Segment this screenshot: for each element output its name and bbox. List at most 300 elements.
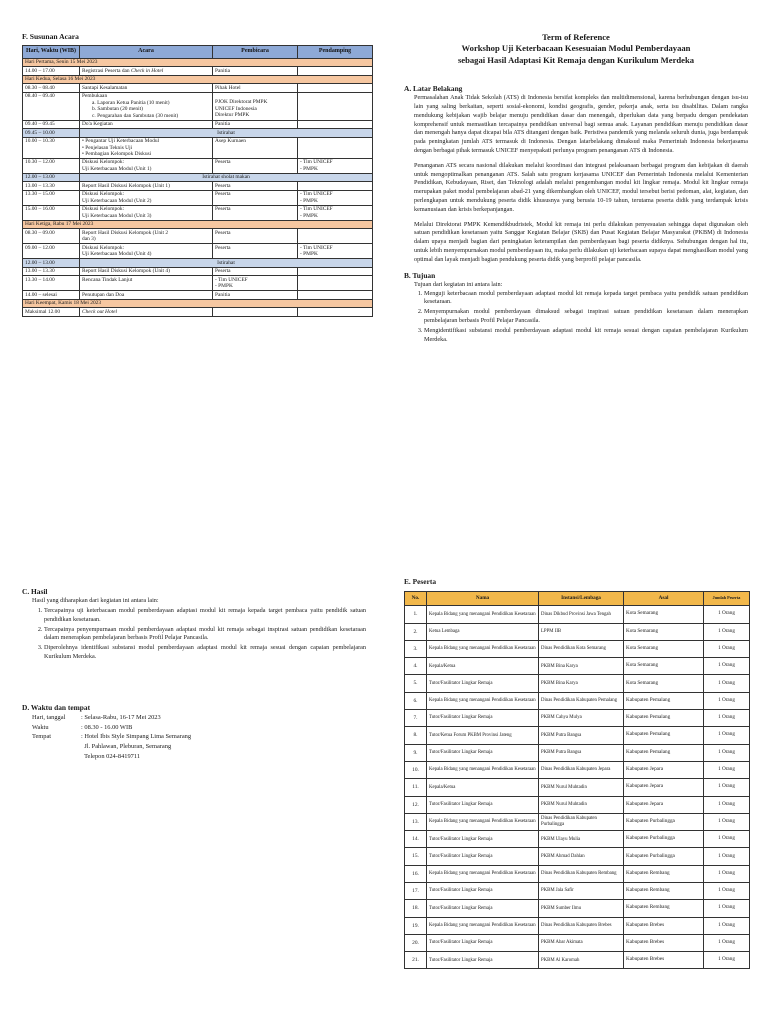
hasil-intro: Hasil yang diharapkan dari kegiatan ini antara lain:	[32, 597, 159, 605]
peserta-row	[405, 831, 750, 848]
peserta-no: 5.	[405, 675, 427, 692]
peserta-instansi: PKBM Putra Bangsa	[539, 744, 624, 761]
peserta-asal: Kabupaten Brebes	[624, 934, 704, 951]
schedule-row	[23, 182, 373, 190]
peserta-row	[405, 761, 750, 778]
schedule-acara	[80, 276, 213, 291]
peserta-nama: Kepala Bidang yang menangani Pendidikan Kesetaraan	[427, 813, 539, 830]
peserta-no: 8.	[405, 727, 427, 744]
peserta-jumlah: 1 Orang	[704, 848, 750, 865]
pembicara-text: Peserta	[215, 229, 231, 236]
schedule-time: 10.00 – 10.30	[23, 137, 80, 158]
peserta-header-jumlah: Jumlah Peserta	[704, 592, 750, 606]
peserta-instansi: Dinas Pendidikan Kabupaten Purbalingga	[539, 813, 624, 830]
schedule-time: 15.00 – 16.00	[23, 205, 80, 220]
schedule-row	[23, 75, 373, 83]
schedule-row	[23, 259, 373, 267]
peserta-asal: Kabupaten Pemalang	[624, 727, 704, 744]
pendamping-item: - PMPK	[300, 166, 370, 172]
peserta-no: 17.	[405, 883, 427, 900]
acara-italic-text: Check out Hotel	[82, 308, 118, 315]
hasil-item: 3. Diperolehnya identifikasi substansi modul pemberdayaan adaptasi modul kit remaja sesuai dengan capaian pembelajaran Kurikulum Merdeka.	[44, 644, 366, 662]
peserta-nama: Tutor/Fasilitator Lingkar Remaja	[427, 900, 539, 917]
peserta-header-asal: Asal	[624, 592, 704, 606]
peserta-asal: Kabupaten Rembang	[624, 883, 704, 900]
peserta-nama: Kepala Bidang yang menangani Pendidikan Kesetaraan	[427, 761, 539, 778]
schedule-pembicara	[213, 137, 298, 158]
peserta-no: 1.	[405, 606, 427, 623]
latar-paragraph-3: Melalui Direktorat PMPK Kemendikbudristek, Modul kit remaja ini perlu dilakukan penyesuaian sehingga dapat digunakan oleh satuan pendidikan kesetaraan yaitu Sanggar Kegiatan Belajar (SKB) dan Pusat Kegiatan Belajar Masyarakat (PKBM) di Indonesia dalam upaya menjadi bagian dari peningkatan keterampilan dan pemberdayaan bagi peserta didiknya. Sehubungan dengan hal itu, untuk lebih menyempurnakan modul pemberdayaan itu, maka perlu dilakukan uji keterbacaan supaya dapat menghasilkan modul yang optimal dan layak menjadi bagian pendukung peserta didik yang berprofil pelajar pancasila.	[414, 220, 748, 263]
acara-line: Diskusi Kelompok:	[82, 206, 125, 213]
schedule-pembicara	[213, 229, 298, 244]
detail-value: Jl. Pahlawan, Pleburan, Semarang	[81, 743, 172, 751]
waktu-tempat-details	[22, 713, 366, 761]
susunan-acara-section	[22, 32, 372, 317]
tujuan-list	[404, 290, 748, 345]
schedule-pendamping	[298, 291, 373, 299]
peserta-title: E. Peserta	[404, 577, 437, 586]
schedule-header-pembicara: Pembicara	[213, 46, 298, 58]
peserta-no: 15.	[405, 848, 427, 865]
peserta-row	[405, 727, 750, 744]
schedule-time: 13.00 – 13.30	[23, 182, 80, 190]
tujuan-item: 3. Mengidentifikasi substansi modul pemberdayaan adaptasi modul kit remaja sesuai dengan capaian pembelajaran Kurikulum Merdeka.	[424, 327, 748, 345]
schedule-row	[23, 58, 373, 66]
peserta-nama: Tutor/Ketua Forum PKBM Provinsi Jateng	[427, 727, 539, 744]
peserta-asal: Kabupaten Pemalang	[624, 744, 704, 761]
peserta-asal: Kota Semarang	[624, 623, 704, 640]
detail-row	[32, 713, 366, 723]
peserta-no: 6.	[405, 692, 427, 709]
acara-subitem: c. Pengarahan dan Sambutan (30 menit)	[92, 112, 179, 119]
pendamping-list	[300, 245, 370, 258]
schedule-row	[23, 299, 373, 307]
peserta-no: 4.	[405, 658, 427, 675]
tor-subtitle-1: Workshop Uji Keterbacaan Kesesuaian Modul Pemberdayaan	[461, 43, 691, 54]
schedule-acara	[80, 291, 213, 299]
peserta-asal: Kota Semarang	[624, 606, 704, 623]
peserta-instansi: Dinas Pendidikan Kota Semarang	[539, 640, 624, 657]
detail-key	[32, 742, 81, 752]
peserta-header-nama: Nama	[427, 592, 539, 606]
peserta-row	[405, 883, 750, 900]
pembicara-item: - PMPK	[215, 283, 295, 289]
peserta-nama: Tutor/Fasilitator Lingkar Remaja	[427, 675, 539, 692]
schedule-time: 09.00 – 12.00	[23, 244, 80, 259]
schedule-pendamping	[298, 84, 373, 92]
schedule-time: 14.00 – 17.00	[23, 67, 80, 75]
schedule-time: 08.40 – 09.40	[23, 92, 80, 120]
peserta-nama: Ketua Lembaga	[427, 623, 539, 640]
peserta-instansi: PKBM Jala Safir	[539, 883, 624, 900]
schedule-pendamping	[298, 120, 373, 128]
schedule-acara	[80, 244, 213, 259]
schedule-body	[23, 58, 373, 316]
schedule-pembicara	[213, 291, 298, 299]
peserta-asal: Kabupaten Purbalingga	[624, 848, 704, 865]
tujuan-intro: Tujuan dari kegiatan ini antara lain:	[414, 280, 503, 288]
peserta-header-row	[405, 592, 750, 606]
peserta-jumlah: 1 Orang	[704, 779, 750, 796]
schedule-pendamping	[298, 276, 373, 291]
acara-line: • Pembagian Kelompok Diskusi	[82, 150, 152, 157]
detail-row	[32, 752, 366, 762]
acara-line: Report Hasil Diskusi Kelompok (Unit 2	[82, 229, 169, 236]
peserta-jumlah: 1 Orang	[704, 675, 750, 692]
peserta-instansi: PKBM Nurul Muhtadin	[539, 779, 624, 796]
peserta-row	[405, 813, 750, 830]
schedule-pembicara	[213, 190, 298, 205]
schedule-row	[23, 129, 373, 137]
tujuan-section	[404, 271, 748, 345]
schedule-row	[23, 92, 373, 120]
pembicara-text: Peserta	[215, 244, 231, 251]
pendamping-item: - Tim UNICEF	[300, 159, 370, 165]
waktu-tempat-title: D. Waktu dan tempat	[22, 703, 91, 712]
pendamping-item: - PMPK	[300, 198, 370, 204]
schedule-time: 08.30 – 08.40	[23, 84, 80, 92]
schedule-header-time: Hari, Waktu (WIB)	[23, 46, 80, 58]
schedule-time: 12.00 – 13.00	[23, 173, 80, 181]
detail-value: Telepon 024-8419711	[81, 752, 141, 760]
peserta-instansi: LPPM IIB	[539, 623, 624, 640]
schedule-row	[23, 120, 373, 128]
peserta-nama: Kepala Bidang yang menangani Pendidikan Kesetaraan	[427, 640, 539, 657]
peserta-instansi: Dinas Pendidikan Kabupaten Rembang	[539, 865, 624, 882]
peserta-instansi: PKBM Sumber Ilmu	[539, 900, 624, 917]
peserta-asal: Kabupaten Purbalingga	[624, 813, 704, 830]
peserta-asal: Kabupaten Pemalang	[624, 710, 704, 727]
schedule-pembicara	[213, 205, 298, 220]
pembicara-item: UNICEF Indonesia	[215, 105, 257, 112]
peserta-instansi: PKBM Al Karomah	[539, 952, 624, 969]
peserta-nama: Kepala Bidang yang menangani Pendidikan Kesetaraan	[427, 917, 539, 934]
schedule-pembicara	[213, 308, 298, 316]
term-of-reference	[404, 32, 748, 345]
acara-text: Registrasi Peserta dan	[82, 67, 131, 74]
pembicara-text: Panitia	[215, 67, 230, 74]
tor-subtitle-2: sebagai Hasil Adaptasi Kit Remaja dengan Kurikulum Merdeka	[457, 54, 695, 65]
latar-belakang-section	[404, 84, 748, 265]
schedule-break: Istirahat	[80, 259, 373, 267]
schedule-header-acara: Acara	[80, 46, 213, 58]
schedule-pembicara	[213, 158, 298, 173]
schedule-row	[23, 291, 373, 299]
peserta-nama: Tutor/Fasilitator Lingkar Remaja	[427, 796, 539, 813]
schedule-day-heading: Hari Ketiga, Rabu 17 Mei 2023	[23, 220, 373, 228]
acara-italic-text: Check in Hotel	[130, 67, 164, 74]
acara-text: Penutupan dan Doa	[82, 291, 125, 298]
detail-value: : 08.30 - 16.00 WIB	[81, 723, 133, 731]
detail-row	[32, 723, 366, 733]
peserta-jumlah: 1 Orang	[704, 744, 750, 761]
pendamping-list	[300, 206, 370, 219]
peserta-asal: Kabupaten Rembang	[624, 900, 704, 917]
peserta-section	[404, 577, 749, 969]
peserta-jumlah: 1 Orang	[704, 831, 750, 848]
acara-line: • Penjelasan Teknis Uji	[82, 144, 133, 151]
peserta-jumlah: 1 Orang	[704, 692, 750, 709]
peserta-asal: Kabupaten Brebes	[624, 952, 704, 969]
schedule-acara	[80, 92, 213, 120]
peserta-row	[405, 779, 750, 796]
tujuan-item: 1. Menguji keterbacaan modul pemberdayaan adaptasi modul kit remaja kepada target pembaca yaitu pendidik satuan pendidikan kesetaraan.	[424, 290, 748, 308]
peserta-row	[405, 917, 750, 934]
detail-key: Tempat	[32, 733, 52, 741]
peserta-nama: Tutor/Fasilitator Lingkar Remaja	[427, 831, 539, 848]
hasil-item: 1. Tercapainya uji keterbacaan modul pemberdayaan adaptasi modul kit remaja kepada target pembaca yaitu pendidik satuan pendidikan kesetaraan.	[44, 607, 366, 625]
pembicara-item: - Tim UNICEF	[215, 277, 295, 283]
susunan-acara-title: F. Susunan Acara	[22, 32, 79, 41]
schedule-row	[23, 84, 373, 92]
schedule-pendamping	[298, 92, 373, 120]
pembicara-text: Peserta	[215, 268, 231, 275]
detail-value: : Selasa-Rabu, 16-17 Mei 2023	[81, 714, 161, 722]
schedule-pembicara	[213, 92, 298, 120]
schedule-header-row	[23, 46, 373, 58]
peserta-jumlah: 1 Orang	[704, 623, 750, 640]
schedule-pendamping	[298, 308, 373, 316]
acara-text: Report Hasil Diskusi Kelompok (Unit 1)	[82, 182, 170, 189]
peserta-row	[405, 865, 750, 882]
peserta-asal: Kabupaten Jepara	[624, 796, 704, 813]
peserta-asal: Kabupaten Rembang	[624, 865, 704, 882]
peserta-asal: Kabupaten Purbalingga	[624, 831, 704, 848]
peserta-jumlah: 1 Orang	[704, 658, 750, 675]
peserta-row	[405, 640, 750, 657]
peserta-nama: Tutor/Fasilitator Lingkar Remaja	[427, 952, 539, 969]
schedule-pendamping	[298, 229, 373, 244]
pembicara-text: Panitia	[215, 291, 230, 298]
schedule-row	[23, 190, 373, 205]
schedule-break: Istirahat sholat makan	[80, 173, 373, 181]
pembicara-text: Panitia	[215, 121, 230, 128]
peserta-instansi: Dinas Dikbud Provinsi Jawa Tengah	[539, 606, 624, 623]
acara-line: Uji Keterbacaan Modul (Unit 4)	[82, 251, 152, 258]
schedule-pembicara	[213, 84, 298, 92]
schedule-day-heading: Hari Pertama, Senin 15 Mei 2023	[23, 58, 373, 66]
schedule-pembicara	[213, 276, 298, 291]
schedule-acara	[80, 84, 213, 92]
peserta-header-no: No.	[405, 592, 427, 606]
peserta-jumlah: 1 Orang	[704, 900, 750, 917]
peserta-jumlah: 1 Orang	[704, 796, 750, 813]
schedule-acara	[80, 120, 213, 128]
peserta-no: 12.	[405, 796, 427, 813]
peserta-jumlah: 1 Orang	[704, 640, 750, 657]
peserta-nama: Tutor/Fasilitator Lingkar Remaja	[427, 744, 539, 761]
pendamping-list	[300, 191, 370, 204]
pembicara-text: Peserta	[215, 182, 231, 189]
pendamping-item: - Tim UNICEF	[300, 206, 370, 212]
hasil-item: 2. Tercapainya penyempurnaan modul pemberdayaan adaptasi modul kit remaja sebagai inspirasi satuan pendidikan kesetaraan dalam menerapkan pembelajaran berbasis Profil Pelajar Pancasila.	[44, 626, 366, 644]
peserta-jumlah: 1 Orang	[704, 710, 750, 727]
peserta-row	[405, 900, 750, 917]
acara-text: Santapi Kesalamatan	[82, 84, 128, 91]
schedule-acara	[80, 190, 213, 205]
peserta-asal: Kabupaten Pemalang	[624, 692, 704, 709]
schedule-acara	[80, 308, 213, 316]
peserta-header-instansi: Instansi/Lembaga	[539, 592, 624, 606]
pendamping-item: - PMPK	[300, 213, 370, 219]
schedule-pembicara	[213, 267, 298, 275]
peserta-nama: Kepala Bidang yang menangani Pendidikan Kesetaraan	[427, 606, 539, 623]
peserta-jumlah: 1 Orang	[704, 813, 750, 830]
peserta-instansi: PKBM Bina Karya	[539, 658, 624, 675]
schedule-day-heading: Hari Kedua, Selasa 16 Mei 2023	[23, 75, 373, 83]
peserta-no: 2.	[405, 623, 427, 640]
acara-text: Do'a Kegiatan	[82, 121, 113, 128]
pendamping-item: - PMPK	[300, 251, 370, 257]
pembicara-item: PJOK Direktorat PMPK	[215, 99, 268, 106]
peserta-row	[405, 606, 750, 623]
pembicara-text: Peserta	[215, 159, 231, 166]
peserta-jumlah: 1 Orang	[704, 606, 750, 623]
schedule-day-heading: Hari Keempat, Kamis 18 Mei 2023	[23, 299, 373, 307]
peserta-no: 13.	[405, 813, 427, 830]
schedule-time: 13.00 – 13.30	[23, 267, 80, 275]
pembicara-text: Peserta	[215, 191, 231, 198]
hasil-section	[22, 587, 366, 663]
acara-text: Pembukaan	[82, 93, 108, 100]
schedule-header-pendamping: Pendamping	[298, 46, 373, 58]
peserta-asal: Kota Semarang	[624, 675, 704, 692]
peserta-no: 19.	[405, 917, 427, 934]
peserta-nama: Tutor/Fasilitator Lingkar Remaja	[427, 710, 539, 727]
peserta-nama: Tutor/Fasilitator Lingkar Remaja	[427, 934, 539, 951]
acara-text: Report Hasil Diskusi Kelompok (Unit 4)	[82, 268, 170, 275]
schedule-row	[23, 137, 373, 158]
pendamping-list	[300, 159, 370, 172]
schedule-pendamping	[298, 67, 373, 75]
peserta-instansi: PKBM Putra Bangsa	[539, 727, 624, 744]
schedule-table	[22, 45, 373, 316]
schedule-pendamping	[298, 190, 373, 205]
acara-line: Diskusi Kelompok:	[82, 159, 125, 166]
peserta-row	[405, 675, 750, 692]
acara-line: • Pengantar Uji Keterbacaan Modul	[82, 138, 160, 145]
peserta-jumlah: 1 Orang	[704, 934, 750, 951]
peserta-no: 11.	[405, 779, 427, 796]
schedule-pendamping	[298, 137, 373, 158]
peserta-nama: Tutor/Fasilitator Lingkar Remaja	[427, 848, 539, 865]
schedule-pendamping	[298, 244, 373, 259]
schedule-pembicara	[213, 182, 298, 190]
tor-title: Term of Reference	[542, 32, 610, 42]
schedule-acara	[80, 137, 213, 158]
pendamping-item: - Tim UNICEF	[300, 191, 370, 197]
acara-line: Diskusi Kelompok:	[82, 191, 125, 198]
schedule-pendamping	[298, 158, 373, 173]
acara-line: Uji Keterbacaan Modul (Unit 3)	[82, 212, 152, 219]
acara-text: Rencana Tindak Lanjut	[82, 276, 133, 283]
schedule-time: 14.00 – selesai	[23, 291, 80, 299]
peserta-body	[405, 606, 750, 969]
acara-line: Uji Keterbacaan Modul (Unit 1)	[82, 165, 152, 172]
peserta-nama: Kepala/Ketua	[427, 779, 539, 796]
peserta-row	[405, 952, 750, 969]
pembicara-text: Asep Kurnaen	[215, 138, 246, 145]
schedule-acara	[80, 267, 213, 275]
peserta-no: 10.	[405, 761, 427, 778]
schedule-row	[23, 229, 373, 244]
peserta-instansi: PKBM Ulayu Mulia	[539, 831, 624, 848]
peserta-asal: Kota Semarang	[624, 640, 704, 657]
peserta-row	[405, 796, 750, 813]
schedule-pendamping	[298, 205, 373, 220]
acara-subitem: b. Sambutan (20 menit)	[92, 106, 143, 113]
peserta-nama: Kepala Bidang yang menangani Pendidikan Kesetaraan	[427, 692, 539, 709]
peserta-no: 20.	[405, 934, 427, 951]
schedule-acara	[80, 205, 213, 220]
pembicara-list	[215, 99, 295, 118]
detail-key	[32, 752, 81, 762]
schedule-row	[23, 276, 373, 291]
schedule-break: Istirahat	[80, 129, 373, 137]
pembicara-list	[215, 277, 295, 290]
latar-paragraph-1: Permasalahan Anak Tidak Sekolah (ATS) di Indonesia bersifat kompleks dan multidimensional, karena berhubungan dengan isu-isu lain yang saling berkaitan, seperti sosial-ekonomi, kondisi geografis, gender, pekerja anak, serta isu disabilitas. Dalam rangka mendukung kebijakan wajib belajar menuju pendidikan dasar dan menengah, diperlukan data yang berpadu dengan pendekatan komprehensif untuk memastikan tercapainya pendidikan universal bagi semua anak. Layanan pendidikan menuju pendidikan dasar dan menengah hanya dapat dicapai bila ATS ditangani dengan baik. Peristiwa pandemik yang melanda seluruh dunia, juga berdampak pada peningkatan jumlah ATS termasuk di Indonesia. Dengan latarbelakang dimaksud maka Pemerintah Indonesia bekerjasama dengan berbagai pihak termasuk UNICEF menyepakati perlunya program penanganan ATS di Indonesia.	[414, 94, 748, 155]
peserta-no: 3.	[405, 640, 427, 657]
schedule-time: 13.30 – 14.00	[23, 276, 80, 291]
acara-line: Diskusi Kelompok:	[82, 244, 125, 251]
peserta-instansi: PKBM Bina Karya	[539, 675, 624, 692]
schedule-time: 09.40 – 09.45	[23, 120, 80, 128]
peserta-table	[404, 591, 750, 969]
peserta-jumlah: 1 Orang	[704, 883, 750, 900]
latar-belakang-title: A. Latar Belakang	[404, 84, 463, 94]
peserta-instansi: Dinas Pendidikan Kabupaten Jepara	[539, 761, 624, 778]
peserta-jumlah: 1 Orang	[704, 865, 750, 882]
peserta-no: 7.	[405, 710, 427, 727]
schedule-acara	[80, 182, 213, 190]
pendamping-item: - Tim UNICEF	[300, 245, 370, 251]
schedule-pembicara	[213, 244, 298, 259]
peserta-row	[405, 934, 750, 951]
peserta-instansi: Dinas Pendidikan Kabupaten Pemalang	[539, 692, 624, 709]
peserta-jumlah: 1 Orang	[704, 761, 750, 778]
peserta-nama: Tutor/Fasilitator Lingkar Remaja	[427, 883, 539, 900]
tujuan-title: B. Tujuan	[404, 270, 436, 280]
peserta-asal: Kabupaten Jepara	[624, 761, 704, 778]
schedule-time: 10.30 – 12.00	[23, 158, 80, 173]
schedule-row	[23, 220, 373, 228]
peserta-row	[405, 692, 750, 709]
peserta-asal: Kabupaten Jepara	[624, 779, 704, 796]
detail-key: Waktu	[32, 723, 49, 731]
peserta-row	[405, 658, 750, 675]
schedule-acara	[80, 67, 213, 75]
schedule-row	[23, 67, 373, 75]
schedule-time: 12.00 – 13.00	[23, 259, 80, 267]
acara-line: dan 3)	[82, 236, 96, 243]
peserta-row	[405, 848, 750, 865]
hasil-title: C. Hasil	[22, 587, 48, 596]
peserta-instansi: PKBM Cahya Mulya	[539, 710, 624, 727]
peserta-asal: Kabupaten Brebes	[624, 917, 704, 934]
pembicara-text: Pihak Hotel	[215, 84, 241, 91]
detail-value: : Hotel Ibis Style Simpang Lima Semarang	[81, 733, 192, 741]
schedule-time: 09.45 – 10.00	[23, 129, 80, 137]
detail-row	[32, 742, 366, 752]
peserta-nama: Kepala/Ketua	[427, 658, 539, 675]
schedule-time: 13.30 – 15.00	[23, 190, 80, 205]
schedule-pendamping	[298, 182, 373, 190]
schedule-row	[23, 205, 373, 220]
schedule-pembicara	[213, 67, 298, 75]
schedule-row	[23, 267, 373, 275]
pembicara-text: Peserta	[215, 206, 231, 213]
schedule-row	[23, 173, 373, 181]
